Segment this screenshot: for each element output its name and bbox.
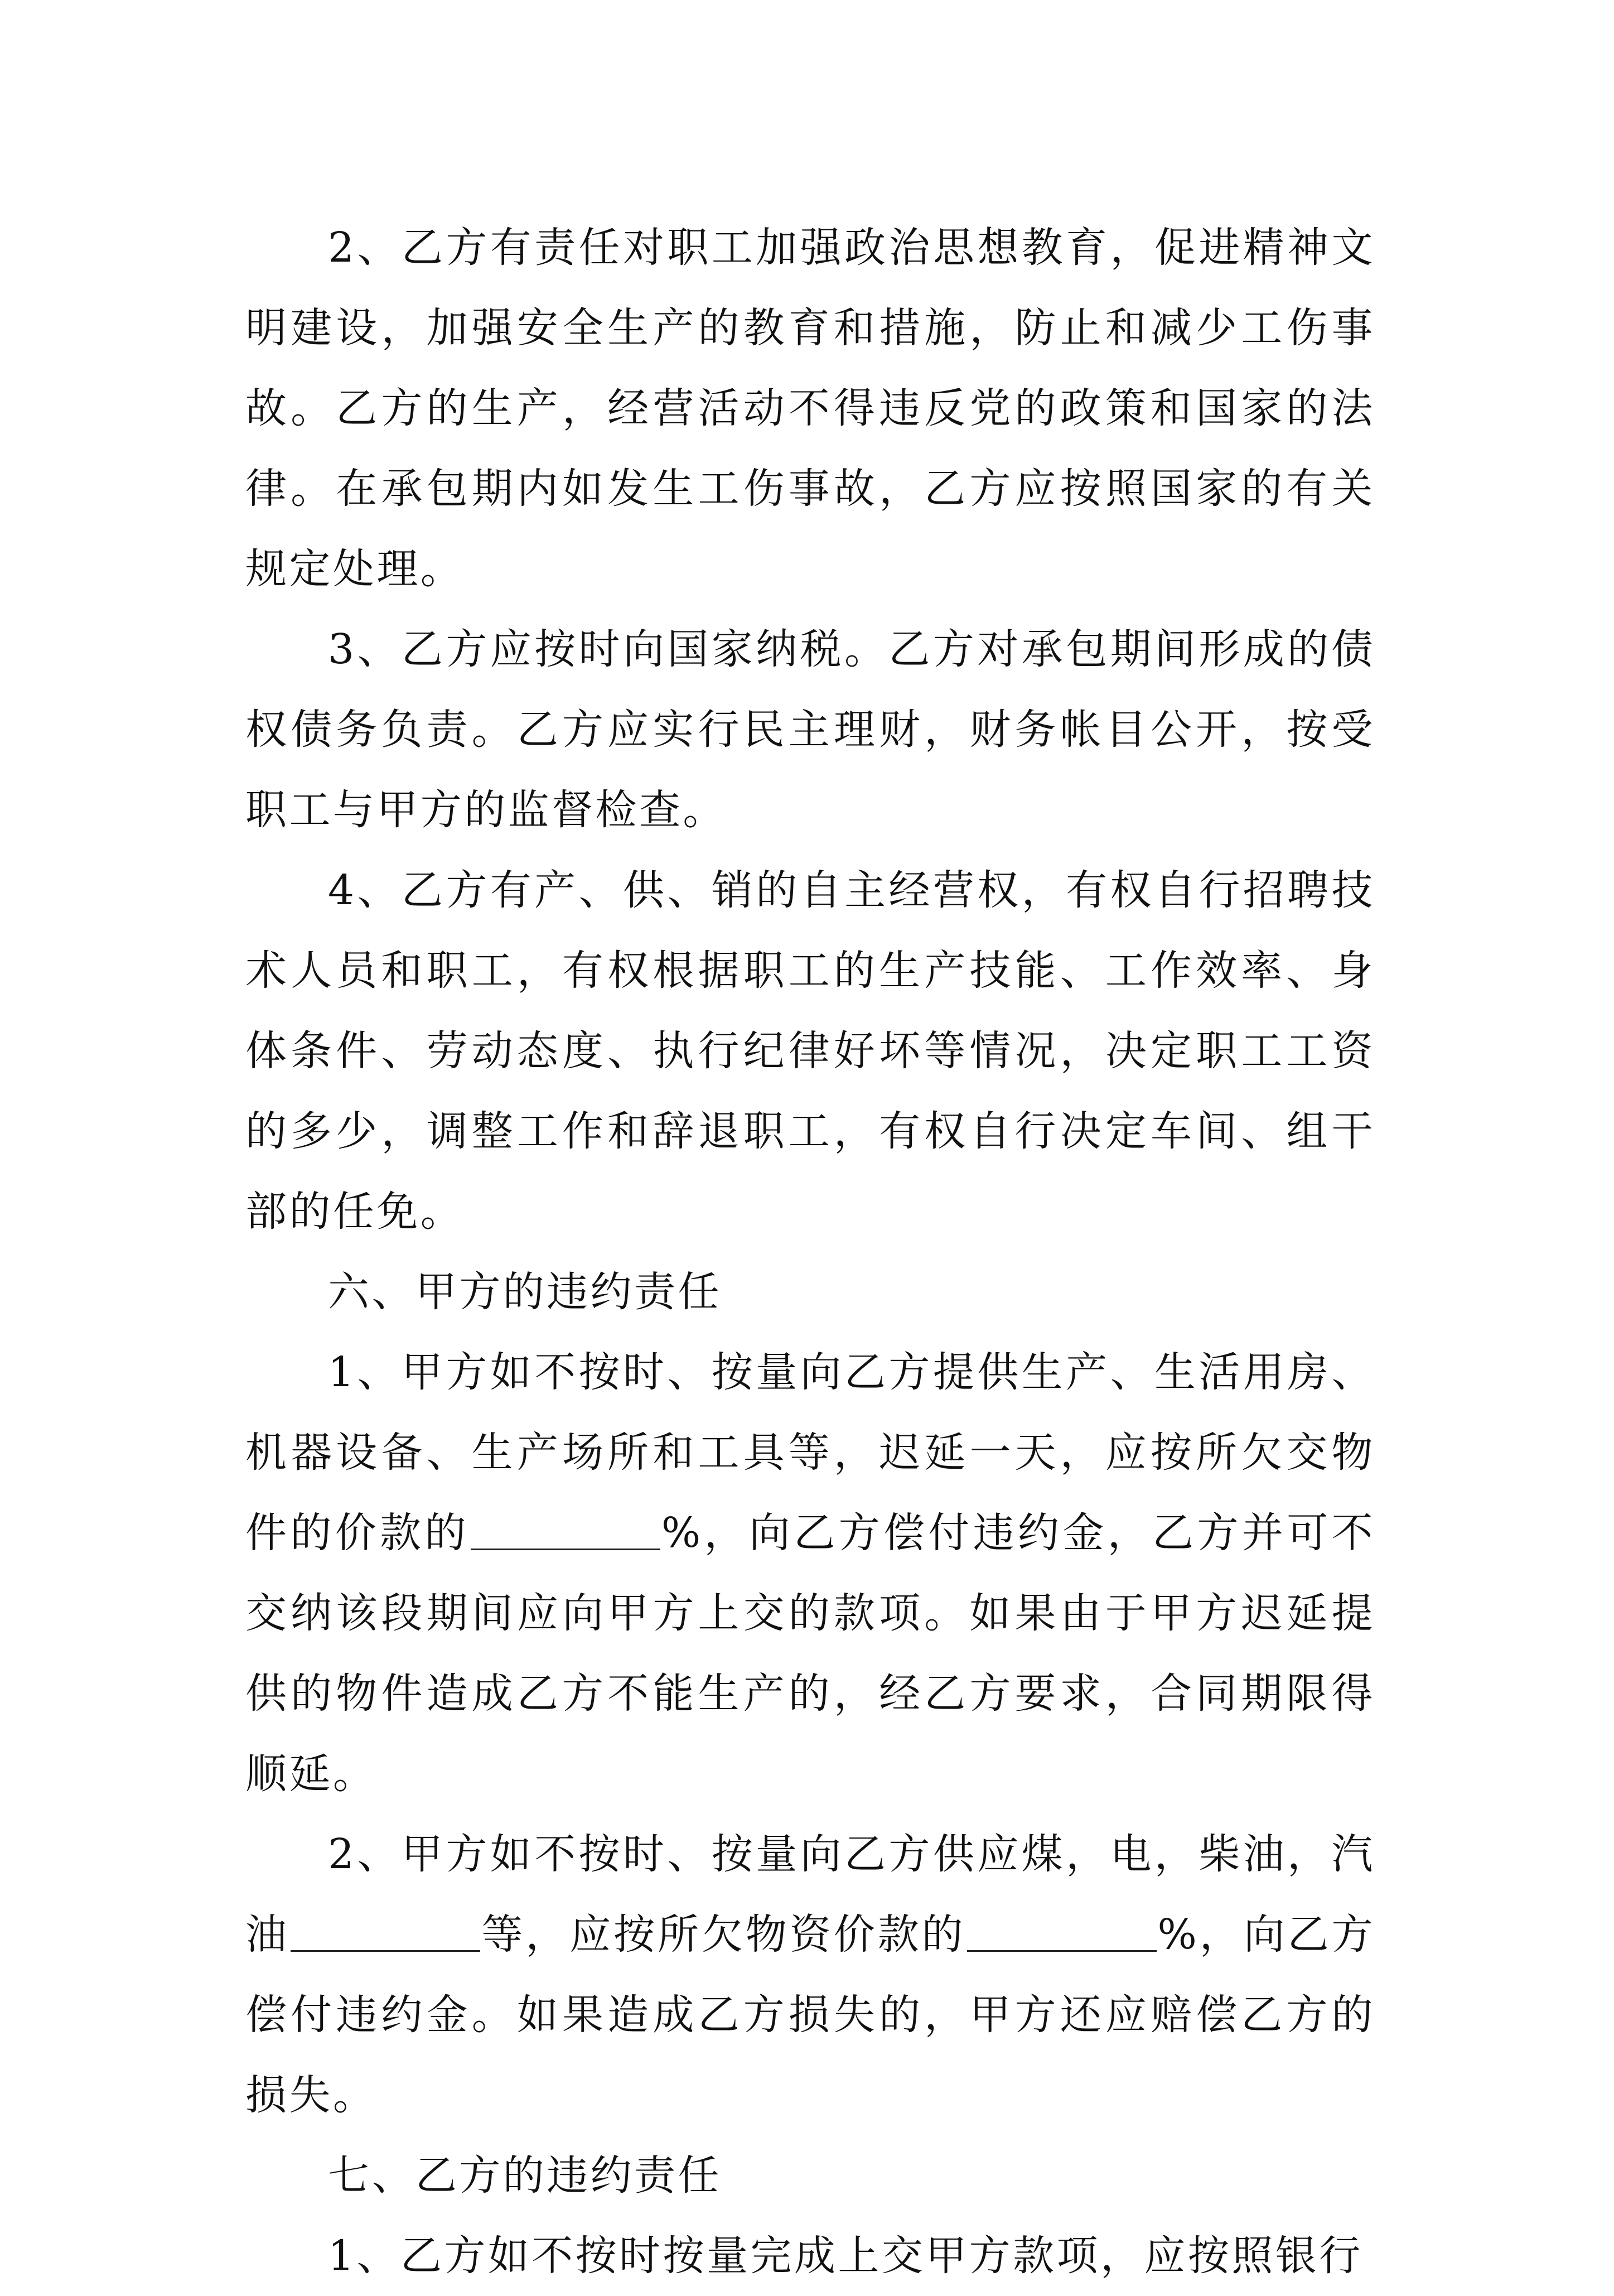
paragraph-clause-4: 4、乙方有产、供、销的自主经营权，有权自行招聘技术人员和职工，有权根据职工的生产技能、工作效率、身体条件、劳动态度、执行纪律好坏等情况，决定职工工资的多少，调整工作和辞退职工，有权自行决定车间、组干部的任免。 (245, 866, 1375, 1236)
fill-in-blank (967, 1909, 1157, 1952)
paragraph-clause-2: 2、乙方有责任对职工加强政治思想教育，促进精神文明建设，加强安全生产的教育和措施，防止和减少工伤事故。乙方的生产，经营活动不得违反党的政策和国家的法律。在承包期内如发生工伤事故，乙方应按照国家的有关规定处理。 (245, 224, 1375, 593)
clause-text: %，向乙方偿付违约金，乙方并可不交纳该段期间应向甲方上交的款项。如果由于甲方迟延提供的物件造成乙方不能生产的，经乙方要求，合同期限得顺延。 (245, 1509, 1375, 1798)
clause-text: 1、甲方如不按时、按量向乙方提供生产、生活用房、机器设备、生产场所和工具等，迟延一天，应按所欠交物件的价款的 (245, 1348, 1375, 1557)
clause-text: 2、甲方如不按时、按量向乙方供应煤，电，柴油，汽油 (245, 1830, 1375, 1959)
section-heading-6: 六、甲方的违约责任 (328, 1268, 722, 1316)
paragraph-clause-3: 3、乙方应按时向国家纳税。乙方对承包期间形成的债权债务负责。乙方应实行民主理财，财务帐目公开，按受职工与甲方的监督检查。 (245, 625, 1375, 834)
clause-text: %，向乙方偿付违约金。如果造成乙方损失的，甲方还应赔偿乙方的损失。 (245, 1911, 1375, 2119)
document-body (245, 208, 1375, 2296)
paragraph-party-a-clause-1 (245, 1332, 1375, 1814)
fill-in-blank (291, 1909, 480, 1952)
paragraph-party-a-clause-2 (245, 1814, 1375, 2135)
fill-in-blank (471, 1507, 660, 1550)
paragraph-party-b-clause-1: 1、乙方如不按时按量完成上交甲方款项，应按照银行 (328, 2232, 1363, 2280)
section-heading-7: 七、乙方的违约责任 (328, 2152, 722, 2199)
clause-text: 等，应按所欠物资价款的 (481, 1911, 966, 1959)
